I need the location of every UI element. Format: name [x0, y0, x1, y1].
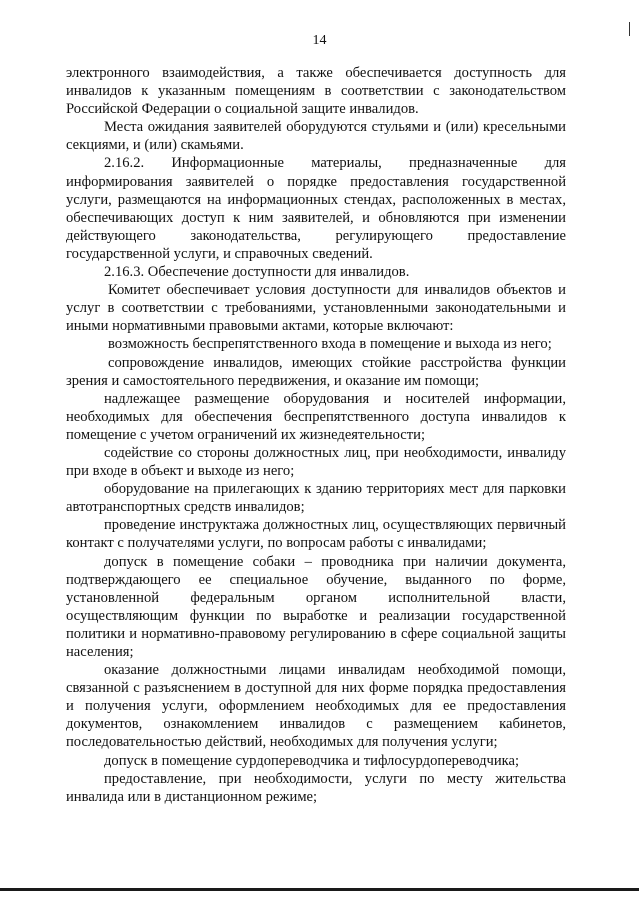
list-item: возможность беспрепятственного входа в помещение и выхода из него;	[108, 336, 552, 353]
list-item: оказание должностными лицами инвалидам необходимой помощи, связанной с разъяснением в доступной для них форме порядка предоставления и получения услуги, оформлением необходимых для ее предоставления документов, ознакомлением инвалидов с размещением кабинетов, последовательностью действий, необходимых для получения услуги;	[66, 662, 566, 751]
document-body	[66, 64, 566, 806]
paragraph: Места ожидания заявителей оборудуются стульями и (или) кресельными секциями, и (или) скамьями.	[66, 119, 566, 154]
bottom-border	[0, 888, 639, 891]
page-number: 14	[312, 33, 327, 48]
list-item: допуск в помещение собаки – проводника при наличии документа, подтверждающего ее специальное обучение, выданного по форме, установленной федеральным органом исполнительной власти, осуществляющим функции по выработке и реализации государственной политики и нормативно-правовому регулированию в сфере социальной защиты населения;	[66, 553, 566, 660]
list-item: содействие со стороны должностных лиц, при необходимости, инвалиду при входе в объект и выходе из него;	[66, 444, 566, 480]
paragraph: 2.16.2. Информационные материалы, предназначенные для информирования заявителей о порядке предоставления государственной услуги, размещаются на информационных стендах, расположенных в местах, обеспечивающих доступ к ним заявителей, и обновляются при изменении действующего законодательства, регулирующего предоставление государственной услуги, и справочных сведений.	[66, 155, 566, 262]
paragraph: электронного взаимодействия, а также обеспечивается доступность для инвалидов к указанным помещениям в соответствии с законодательством Российской Федерации о социальной защите инвалидов.	[66, 65, 566, 118]
scan-edge-mark	[629, 22, 630, 36]
paragraph: Комитет обеспечивает условия доступности для инвалидов объектов и услуг в соответствии с требованиями, установленными законодательными и иными нормативными правовыми актами, которые включают:	[66, 282, 566, 335]
list-item: предоставление, при необходимости, услуги по месту жительства инвалида или в дистанционном режиме;	[66, 770, 566, 805]
list-item: сопровождение инвалидов, имеющих стойкие расстройства функции зрения и самостоятельного передвижения, и оказание им помощи;	[66, 354, 566, 389]
section-heading: 2.16.3. Обеспечение доступности для инвалидов.	[104, 264, 410, 281]
list-item: проведение инструктажа должностных лиц, осуществляющих первичный контакт с получателями услуги, по вопросам работы с инвалидами;	[66, 517, 566, 552]
list-item: допуск в помещение сурдопереводчика и тифлосурдопереводчика;	[104, 752, 520, 769]
list-item: надлежащее размещение оборудования и носителей информации, необходимых для обеспечения беспрепятственного доступа инвалидов к помещение с учетом ограничений их жизнедеятельности;	[66, 390, 566, 443]
list-item: оборудование на прилегающих к зданию территориях мест для парковки автотранспортных средств инвалидов;	[66, 481, 566, 516]
